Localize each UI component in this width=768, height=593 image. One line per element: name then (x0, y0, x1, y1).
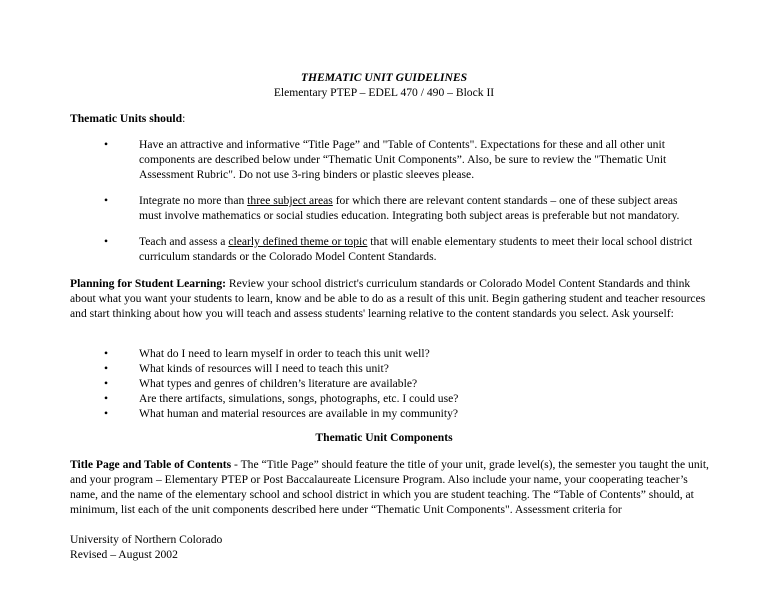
title-page-heading: Title Page and Table of Contents (70, 458, 232, 471)
bullet-text-theme (139, 234, 699, 264)
bullet-text-part: Integrate no more than (139, 194, 248, 207)
section-heading-thematic-units (70, 111, 185, 126)
bullet-marker: • (104, 235, 109, 248)
question-item: What do I need to learn myself in order to teach this unit well? (139, 347, 430, 360)
bullet-marker: • (104, 194, 109, 207)
bullet-marker: • (104, 362, 109, 375)
bullet-text-subject-areas (139, 193, 699, 223)
title-page-text: - The “Title Page” should feature the title of your unit, grade level(s), the semester you taught the unit, and your program – Elementary PTEP or Post Baccalaureate Licensure Program. Also include your name, your cooperating teacher’s name, and the name of the elementary school and school district in which you are student teaching. The “Table of Contents” should, at minimum, list each of the unit components described here under “Thematic Unit Components". Assessment criteria for (70, 458, 709, 516)
bullet-marker: • (104, 407, 109, 420)
document-subtitle: Elementary PTEP – EDEL 470 / 490 – Block II (273, 86, 495, 99)
footer-institution: University of Northern Colorado (70, 533, 223, 546)
planning-text: Review your school district's curriculum standards or Colorado Model Content Standards and think about what you want your students to learn, know and be able to do as a result of this unit. Begin gathering student and teacher resources and start thinking about how you will teach and assess students' learning relative to the content standards you select. Ask yourself: (70, 277, 706, 320)
question-item: What kinds of resources will I need to teach this unit? (139, 362, 389, 375)
underlined-phrase: three subject areas (247, 194, 333, 207)
title-page-paragraph (70, 457, 718, 517)
section-heading-colon: : (182, 112, 186, 125)
bullet-marker: • (104, 392, 109, 405)
bullet-marker: • (104, 377, 109, 390)
question-item: What types and genres of children’s literature are available? (139, 377, 418, 390)
question-item: What human and material resources are available in my community? (139, 407, 459, 420)
planning-heading: Planning for Student Learning: (70, 277, 227, 290)
section-heading-text: Thematic Units should (70, 112, 183, 125)
footer-revised: Revised – August 2002 (70, 548, 178, 561)
bullet-marker: • (104, 138, 109, 151)
bullet-marker: • (104, 347, 109, 360)
bullet-text-part: Teach and assess a (139, 235, 229, 248)
question-item: Are there artifacts, simulations, songs, photographs, etc. I could use? (139, 392, 459, 405)
bullet-text-title-page: Have an attractive and informative “Title Page” and "Table of Contents". Expectations for these and all other unit components are described below under “Thematic Unit Components”. Also, be sure to review the "Thematic Unit Assessment Rubric". Do not use 3-ring binders or plastic sleeves please. (139, 138, 667, 181)
document-title: THEMATIC UNIT GUIDELINES (300, 71, 468, 84)
bullet-text-part: for which there are relevant content standards – one of these subject areas must involve mathematics or social studies education. Integrating both subject areas is preferable but not mandatory. (139, 194, 680, 222)
underlined-phrase: clearly defined theme or topic (228, 235, 368, 248)
bullet-text-part: that will enable elementary students to meet their local school district curriculum standards or the Colorado Model Content Standards. (139, 235, 693, 263)
components-heading: Thematic Unit Components (315, 431, 453, 444)
planning-paragraph (70, 276, 718, 321)
